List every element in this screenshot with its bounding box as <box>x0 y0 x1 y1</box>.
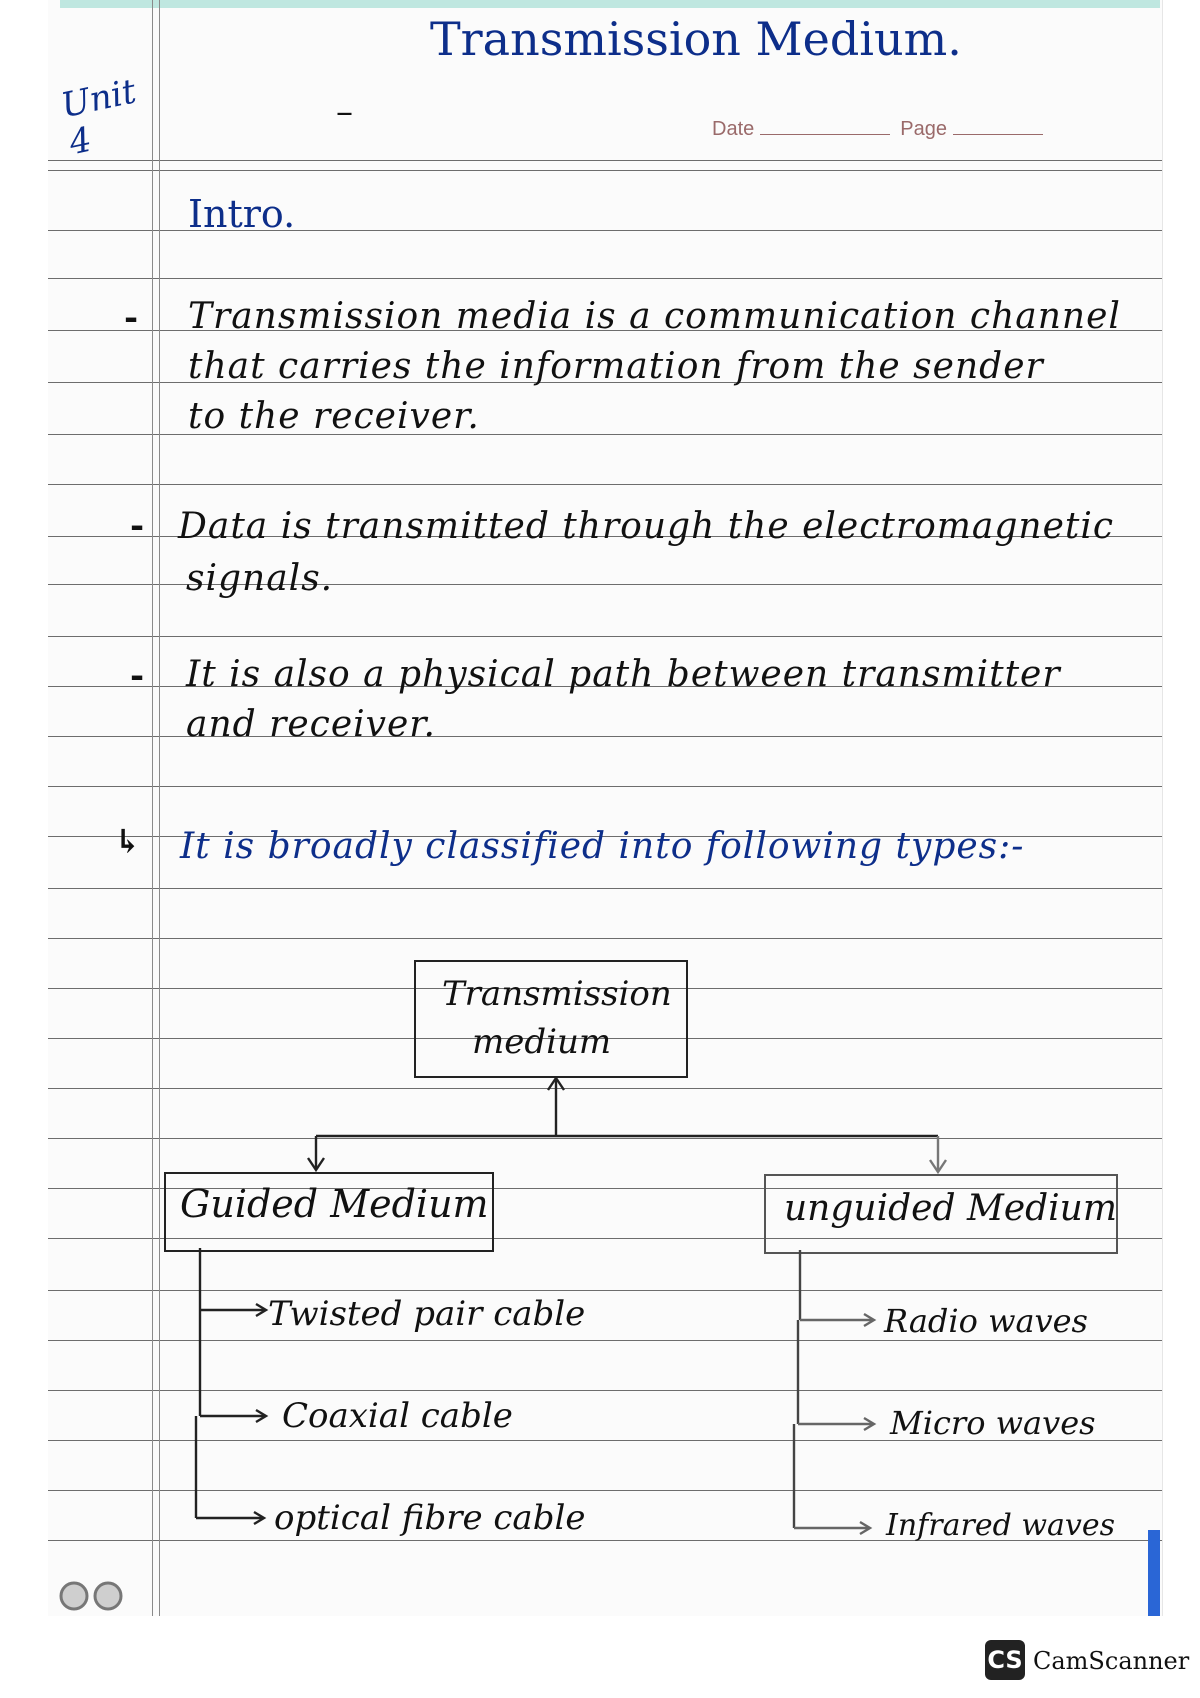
section-heading: Intro. <box>188 192 296 236</box>
bullet-dash: - <box>130 506 145 546</box>
guided-item: Twisted pair cable <box>268 1294 586 1334</box>
note-line: Data is transmitted through the electromagnetic <box>178 506 1115 547</box>
guided-item: Coaxial cable <box>282 1396 513 1436</box>
note-line: to the receiver. <box>188 396 480 437</box>
note-line: and receiver. <box>186 704 436 745</box>
guided-label: Guided Medium <box>180 1182 489 1226</box>
dash-mark: – <box>336 92 353 132</box>
date-field: Date Page <box>712 118 1043 141</box>
guided-item: optical fibre cable <box>274 1498 586 1538</box>
camscanner-logo-icon: CS <box>985 1640 1025 1680</box>
unguided-item: Radio waves <box>884 1302 1088 1340</box>
bullet-dash: - <box>130 656 145 696</box>
page-title: Transmission Medium. <box>430 12 962 66</box>
unguided-label: unguided Medium <box>784 1188 1117 1229</box>
note-line: signals. <box>186 558 334 599</box>
note-line: It is also a physical path between transmitter <box>186 654 1061 695</box>
root-label: Transmission <box>442 974 672 1014</box>
root-label: medium <box>472 1022 612 1062</box>
bullet-dash: - <box>124 298 139 338</box>
note-line: Transmission media is a communication channel <box>188 296 1121 337</box>
note-line: It is broadly classified into following types:- <box>180 826 1025 867</box>
unit-note: Unit 4 <box>57 71 140 164</box>
unguided-item: Infrared waves <box>886 1508 1115 1543</box>
note-line: that carries the information from the sender <box>188 346 1044 387</box>
unguided-item: Micro waves <box>890 1404 1096 1442</box>
arrow-bullet-icon: ↳ <box>114 822 141 860</box>
binder-rings-icon <box>56 1578 136 1614</box>
camscanner-brand: CamScanner <box>1033 1647 1190 1675</box>
